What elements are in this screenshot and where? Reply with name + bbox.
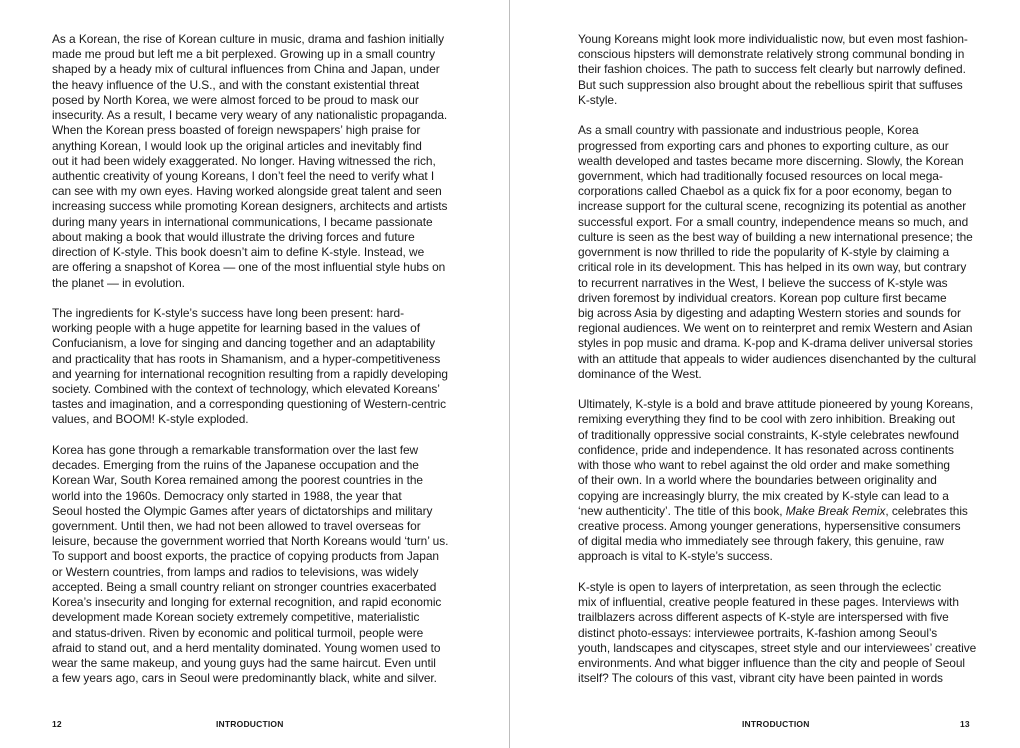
- text-line: K-style.: [578, 92, 618, 107]
- text-line: itself? The colours of this vast, vibrant city have been painted in words: [578, 671, 943, 686]
- text-line: to recurrent narratives in the West, I believe the success of K-style was: [578, 275, 948, 290]
- text-line: posed by North Korea, we were almost forced to be proud to mask our: [52, 92, 419, 107]
- text-line: confidence, pride and independence. It has resonated across continents: [578, 442, 954, 457]
- text-line: progressed from exporting cars and phones to exporting culture, as our: [578, 138, 949, 153]
- text-line: corporations called Chaebol as a quick fix for a poor economy, began to: [578, 184, 952, 199]
- text-line: remixing everything they find to be cool with zero inhibition. Breaking out: [578, 412, 955, 427]
- text-line: environments. And what bigger influence than the city and people of Seoul: [578, 655, 966, 670]
- text-line: development made Korean society extremely competitive, materialistic: [52, 610, 420, 625]
- text-line: government, which had traditionally focused resources on local mega-: [578, 168, 943, 183]
- text-line: insecurity. As a result, I became very weary of any nationalistic propaganda.: [52, 108, 448, 123]
- text-line: Seoul hosted the Olympic Games after years of dictatorships and military: [52, 503, 433, 518]
- left-body-text: [52, 32, 448, 702]
- text-line: K-style is open to layers of interpretation, as seen through the eclectic: [578, 579, 942, 594]
- text-line: government is now thrilled to ride the popularity of K-style by claiming a: [578, 245, 950, 260]
- text-line: direction of K-style. This book doesn’t aim to define K-style. Instead, we: [52, 245, 425, 260]
- text-line: youth, landscapes and cityscapes, street style and our interviewees’ creative: [578, 640, 977, 655]
- right-body-text: [578, 32, 976, 702]
- text-line: with an attitude that appeals to wider audiences disenchanted by the cultural: [578, 351, 977, 366]
- text-line: critical role in its development. This has helped in its own way, but contrary: [578, 260, 967, 275]
- text-line: and practicality that has roots in Shamanism, and a hyper-competitiveness: [52, 351, 441, 366]
- text-line: afraid to stand out, and a herd mentality dominated. Young women used to: [52, 640, 441, 655]
- text-line: the heavy influence of the U.S., and with the constant existential threat: [52, 77, 420, 92]
- text-line: wealth developed and tastes became more discerning. Slowly, the Korean: [578, 153, 964, 168]
- text-segment: , celebrates this: [885, 503, 968, 518]
- book-title: Make Break Remix: [785, 503, 886, 518]
- text-line: styles in pop music and drama. K-pop and K-drama deliver universal stories: [578, 336, 973, 351]
- text-line: the planet — in evolution.: [52, 275, 185, 290]
- text-line: Korea’s insecurity and longing for external recognition, and rapid economic: [52, 595, 442, 610]
- text-line: dominance of the West.: [578, 366, 702, 381]
- text-line: increasing success while promoting Korean designers, architects and artists: [52, 199, 448, 214]
- text-line: As a small country with passionate and industrious people, Korea: [578, 123, 919, 138]
- text-line: can see with my own eyes. Having worked alongside great talent and seen: [52, 184, 442, 199]
- text-line: with those who want to rebel against the old order and make something: [578, 458, 950, 473]
- text-line: But such suppression also brought about the rebellious spirit that suffuses: [578, 77, 963, 92]
- running-head: INTRODUCTION: [216, 719, 284, 729]
- text-line: Korea has gone through a remarkable transformation over the last few: [52, 442, 419, 457]
- text-line: successful export. For a small country, independence means so much, and: [578, 214, 969, 229]
- text-line: and status-driven. Riven by economic and political turmoil, people were: [52, 625, 424, 640]
- text-line: conscious hipsters will demonstrate relatively strong communal bonding in: [578, 47, 965, 62]
- text-line: society. Combined with the context of technology, which elevated Koreans’: [52, 382, 440, 397]
- text-line: of their own. In a world where the boundaries between originality and: [578, 473, 937, 488]
- paragraph: [578, 32, 976, 108]
- paragraph: [52, 306, 448, 428]
- text-line: approach is vital to K-style’s success.: [578, 549, 773, 564]
- page-number: 12: [52, 719, 62, 729]
- left-page: [0, 0, 509, 748]
- text-line: To support and boost exports, the practice of copying products from Japan: [52, 549, 439, 564]
- text-line: made me proud but left me a bit perplexed. Growing up in a small country: [52, 47, 436, 62]
- paragraph: [578, 123, 976, 382]
- text-line: about making a book that would illustrate the driving forces and future: [52, 229, 415, 244]
- running-head: INTRODUCTION: [742, 719, 810, 729]
- paragraph: [578, 580, 976, 687]
- text-segment: ‘new authenticity’. The title of this book,: [578, 503, 786, 518]
- text-line: authentic creativity of young Koreans, I don’t feel the need to verify what I: [52, 168, 435, 183]
- text-line: wear the same makeup, and young guys had the same haircut. Even until: [52, 655, 436, 670]
- text-line: out it had been widely exaggerated. No longer. Having witnessed the rich,: [52, 153, 436, 168]
- text-line: The ingredients for K-style’s success have long been present: hard-: [52, 305, 405, 320]
- text-line: driven foremost by individual creators. Korean pop culture first became: [578, 290, 947, 305]
- text-line: accepted. Being a small country reliant on stronger countries exacerbated: [52, 579, 437, 594]
- text-line: increase support for the cultural scene, recognizing its potential as another: [578, 199, 967, 214]
- text-line: of traditionally oppressive social constraints, K-style celebrates newfound: [578, 427, 959, 442]
- text-line: during many years in international communications, I became passionate: [52, 214, 433, 229]
- text-line: big across Asia by digesting and adapting Western stories and sounds for: [578, 305, 961, 320]
- text-line: anything Korean, I would look up the original articles and inevitably find: [52, 138, 422, 153]
- text-line: copying are increasingly blurry, the mix created by K-style can lead to a: [578, 488, 949, 503]
- text-line: are offering a snapshot of Korea — one of the most influential style hubs on: [52, 260, 446, 275]
- text-line: their fashion choices. The path to success felt clearly but narrowly defined.: [578, 62, 966, 77]
- text-line: government. Until then, we had not been allowed to travel overseas for: [52, 519, 421, 533]
- text-line: As a Korean, the rise of Korean culture in music, drama and fashion initially: [52, 32, 445, 46]
- text-line: Young Koreans might look more individualistic now, but even most fashion-: [578, 32, 968, 46]
- text-line: and yearning for international recognition resulting from a rapidly developing: [52, 366, 448, 381]
- text-line: Confucianism, a love for singing and dancing together and an adaptability: [52, 336, 436, 351]
- page-number: 13: [960, 719, 970, 729]
- text-line: When the Korean press boasted of foreign newspapers’ high praise for: [52, 123, 421, 138]
- text-line: a few years ago, cars in Seoul were predominantly black, white and silver.: [52, 671, 437, 686]
- text-line: tastes and imagination, and a corresponding questioning of Western-centric: [52, 397, 446, 412]
- text-line: [578, 504, 976, 519]
- text-line: mix of influential, creative people featured in these pages. Interviews with: [578, 595, 959, 610]
- paragraph: [52, 32, 448, 291]
- spine-divider: [509, 0, 510, 748]
- text-line: creative process. Among younger generations, hypersensitive consumers: [578, 519, 961, 533]
- paragraph: [578, 397, 976, 564]
- text-line: trailblazers across different aspects of K-style are interspersed with five: [578, 610, 949, 625]
- right-page: [511, 0, 1020, 748]
- text-line: decades. Emerging from the ruins of the Japanese occupation and the: [52, 458, 419, 473]
- text-line: world into the 1960s. Democracy only started in 1988, the year that: [52, 488, 402, 503]
- text-line: values, and BOOM! K-style exploded.: [52, 412, 249, 427]
- paragraph: [52, 443, 448, 687]
- text-line: Ultimately, K-style is a bold and brave attitude pioneered by young Koreans,: [578, 397, 974, 412]
- text-line: shaped by a heady mix of cultural influences from China and Japan, under: [52, 62, 440, 77]
- text-line: leisure, because the government worried that North Koreans would ‘turn’ us.: [52, 534, 449, 549]
- text-line: working people with a huge appetite for learning based in the values of: [52, 321, 420, 336]
- text-line: of digital media who immediately see through fakery, this genuine, raw: [578, 534, 944, 549]
- text-line: Korean War, South Korea remained among the poorest countries in the: [52, 473, 423, 488]
- text-line: distinct photo-essays: interviewee portraits, K-fashion among Seoul’s: [578, 625, 938, 640]
- text-line: culture is seen as the best way of building a new international presence; the: [578, 229, 973, 244]
- text-line: regional audiences. We went on to reinterpret and remix Western and Asian: [578, 321, 973, 336]
- text-line: or Western countries, from lamps and radios to televisions, was widely: [52, 564, 419, 579]
